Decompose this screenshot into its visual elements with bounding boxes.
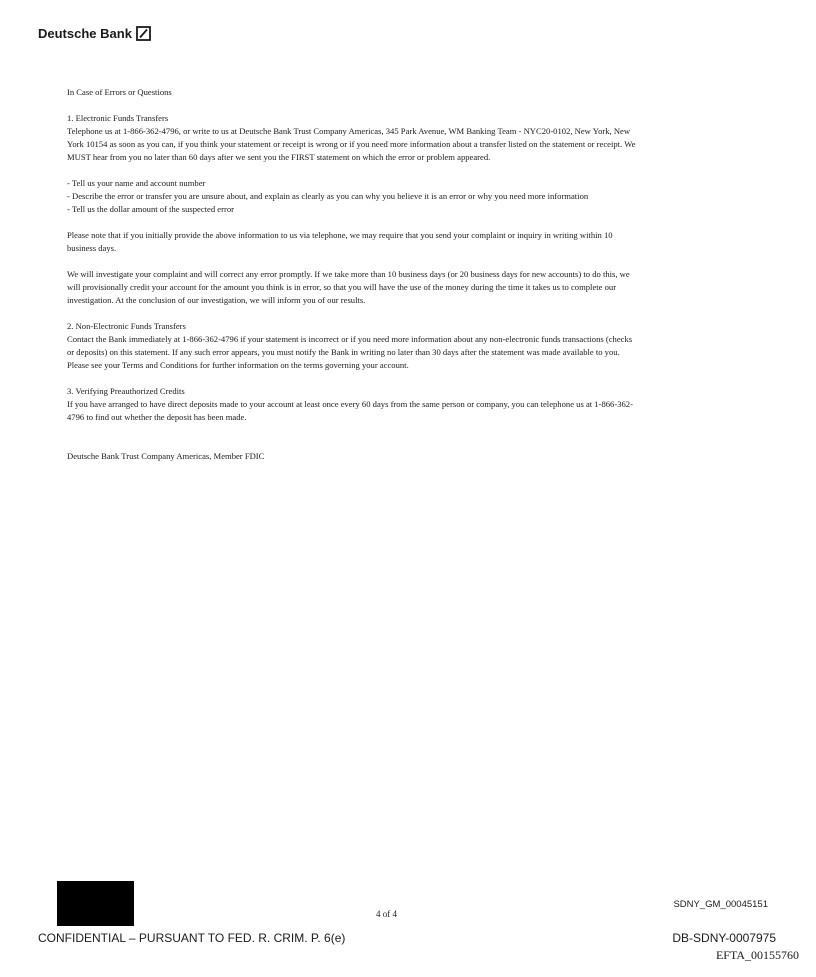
section-heading: 2. Non-Electronic Funds Transfers (67, 321, 186, 331)
required-info-list (67, 177, 637, 216)
member-fdic-line: Deutsche Bank Trust Company Americas, Member FDIC (67, 451, 265, 461)
redaction-box (57, 881, 134, 926)
deutsche-bank-slash-square-icon (136, 26, 151, 41)
list-item: - Tell us your name and account number (67, 178, 206, 188)
bates-number-db: DB-SDNY-0007975 (672, 931, 776, 945)
bates-number-sdny: SDNY_GM_00045151 (673, 899, 768, 910)
section-body: Telephone us at 1-866-362-4796, or write to us at Deutsche Bank Trust Company Americas, 345 Park Avenue, WM Banking Team - NYC20-0102, New York, New York 10154 as soon as you can, if you think your statement or receipt is wrong or if you need more information about a transfer listed on the statement or receipt. We MUST hear from you no later than 60 days after we sent you the FIRST statement on which the error or problem appeared. (67, 126, 636, 162)
document-title: In Case of Errors or Questions (67, 87, 172, 97)
telephone-note: Please note that if you initially provide the above information to us via telephone, we may require that you send your complaint or inquiry in writing within 10 business days. (67, 230, 613, 253)
efta-number: EFTA_00155760 (715, 948, 799, 962)
bank-name: Deutsche Bank (38, 26, 132, 41)
list-item: - Describe the error or transfer you are unsure about, and explain as clearly as you can why you believe it is an error or why you need more information (67, 191, 589, 201)
section-preauthorized-credits (67, 385, 637, 424)
list-item: - Tell us the dollar amount of the suspected error (67, 204, 235, 214)
investigation-note: We will investigate your complaint and will correct any error promptly. If we take more than 10 business days (or 20 business days for new accounts) to do this, we will provisionally credit your account for the amount you think is in error, so that you will have the use of the money during the time it takes us to complete our investigation. At the conclusion of our investigation, we will inform you of our results. (67, 269, 630, 305)
section-non-electronic-transfers (67, 320, 637, 372)
bank-logo (38, 26, 151, 41)
section-body: If you have arranged to have direct deposits made to your account at least once every 60 days from the same person or company, you can telephone us at 1-866-362-4796 to find out whether the deposit has been made. (67, 399, 633, 422)
page-number: 4 of 4 (376, 909, 397, 919)
section-electronic-transfers (67, 112, 637, 164)
section-heading: 1. Electronic Funds Transfers (67, 113, 169, 123)
document-body (67, 86, 637, 476)
confidentiality-notice: CONFIDENTIAL – PURSUANT TO FED. R. CRIM. P. 6(e) (38, 931, 346, 945)
section-body: Contact the Bank immediately at 1-866-362-4796 if your statement is incorrect or if you need more information about any non-electronic funds transactions (checks or deposits) on this statement. If any such error appears, you must notify the Bank in writing no later than 30 days after the statement was made available to you. Please see your Terms and Conditions for further information on the terms governing your account. (67, 334, 633, 370)
section-heading: 3. Verifying Preauthorized Credits (67, 386, 185, 396)
